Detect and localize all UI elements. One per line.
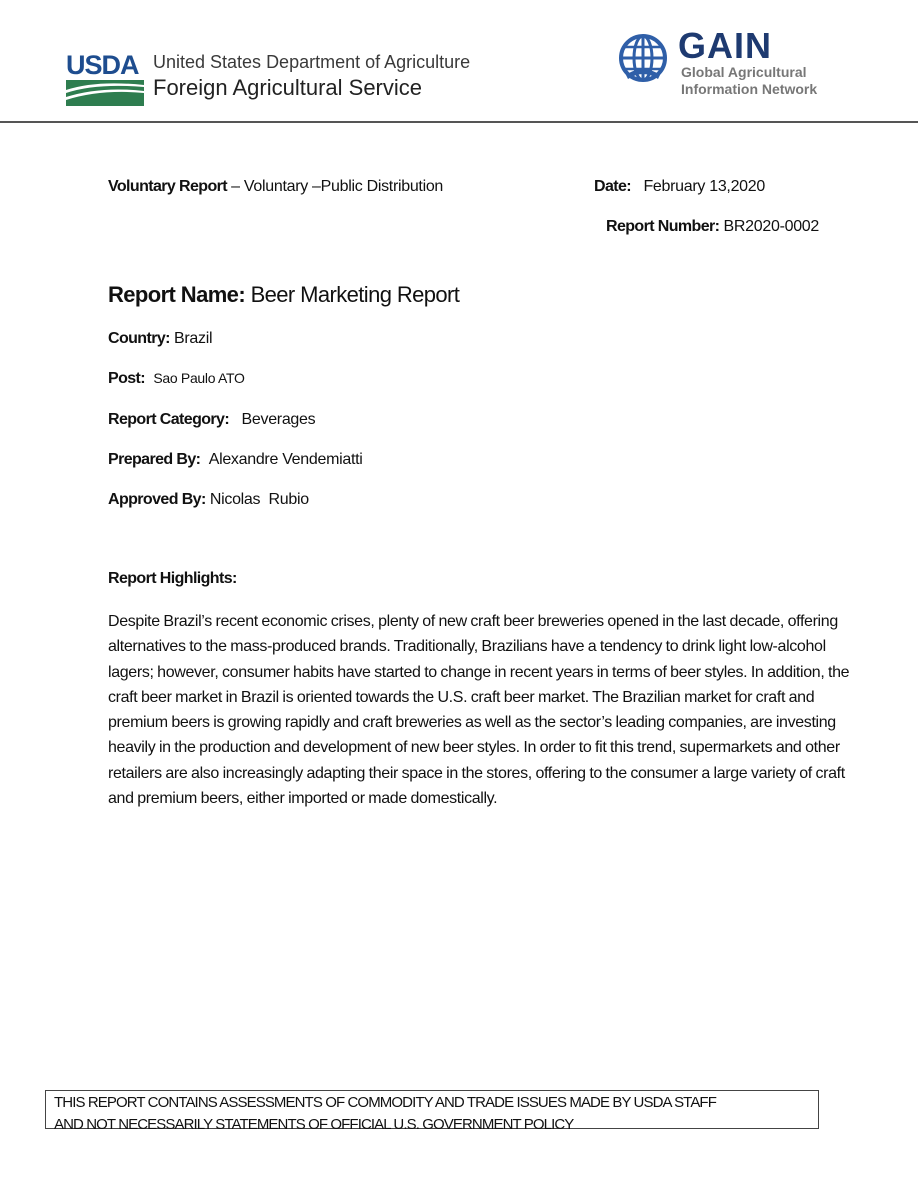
date-row — [594, 178, 765, 196]
report-name-value: Beer Marketing Report — [250, 282, 460, 307]
gain-title: GAIN — [678, 25, 772, 66]
category-label: Report Category: — [108, 411, 230, 428]
country-row — [108, 330, 212, 348]
prepared-by-row — [108, 451, 363, 469]
header-divider — [0, 121, 918, 123]
country-value: Brazil — [174, 330, 213, 347]
usda-logo-text: USDA — [66, 50, 139, 80]
category-value: Beverages — [241, 411, 316, 428]
department-name: United States Department of Agriculture — [153, 52, 471, 72]
approved-by-value: Nicolas Rubio — [209, 491, 309, 508]
highlights-paragraph: Despite Brazil’s recent economic crises, plenty of new craft beer breweries opened in the last decade, offering alternatives to the mass-produced brands. Traditionally, Brazilians have a tendency to drink light low-alcohol lagers; however, consumer habits have started to change in recent years in terms of beer styles. In addition, the craft beer market in Brazil is oriented towards the U.S. craft beer market. The Brazilian market for craft and premium beers is growing rapidly and craft breweries as well as the sector’s leading companies, are investing heavily in the production and development of new beer styles. In order to fit this trend, supermarkets and other retailers are also increasingly adapting their space in the stores, offering to the consumer a large variety of craft and premium beers, either imported or made domestically. — [108, 613, 850, 808]
prepared-by-value: Alexandre Vendemiatti — [208, 451, 363, 468]
report-number-label: Report Number: — [606, 218, 720, 235]
gain-subtitle-1: Global Agricultural — [681, 64, 807, 80]
voluntary-label: Voluntary Report — [108, 178, 228, 195]
usda-logo-icon — [66, 80, 144, 106]
post-row — [108, 370, 245, 388]
gain-globe-icon — [618, 33, 668, 83]
usda-logo — [66, 50, 144, 106]
voluntary-report-row — [108, 178, 443, 196]
post-label: Post: — [108, 370, 146, 387]
disclaimer-box — [45, 1090, 819, 1133]
report-number-row — [606, 218, 819, 236]
report-name-label: Report Name: — [108, 282, 246, 307]
country-label: Country: — [108, 330, 170, 347]
category-row — [108, 411, 315, 429]
report-name-row — [108, 282, 459, 308]
disclaimer-line-2: AND NOT NECESSARILY STATEMENTS OF OFFICIAL U.S. GOVERNMENT POLICY — [54, 1116, 574, 1133]
disclaimer-line-1: THIS REPORT CONTAINS ASSESSMENTS OF COMMODITY AND TRADE ISSUES MADE BY USDA STAFF — [54, 1094, 716, 1111]
report-number-value: BR2020-0002 — [723, 218, 819, 235]
voluntary-value: – Voluntary –Public Distribution — [227, 178, 444, 195]
prepared-by-label: Prepared By: — [108, 451, 201, 468]
agency-name: Foreign Agricultural Service — [153, 75, 423, 100]
date-value: February 13,2020 — [643, 178, 765, 195]
approved-by-row — [108, 491, 309, 509]
date-label: Date: — [594, 178, 632, 195]
highlights-heading: Report Highlights: — [108, 570, 237, 587]
approved-by-label: Approved By: — [108, 491, 206, 508]
gain-subtitle-2: Information Network — [681, 81, 818, 97]
post-value: Sao Paulo ATO — [153, 370, 245, 386]
